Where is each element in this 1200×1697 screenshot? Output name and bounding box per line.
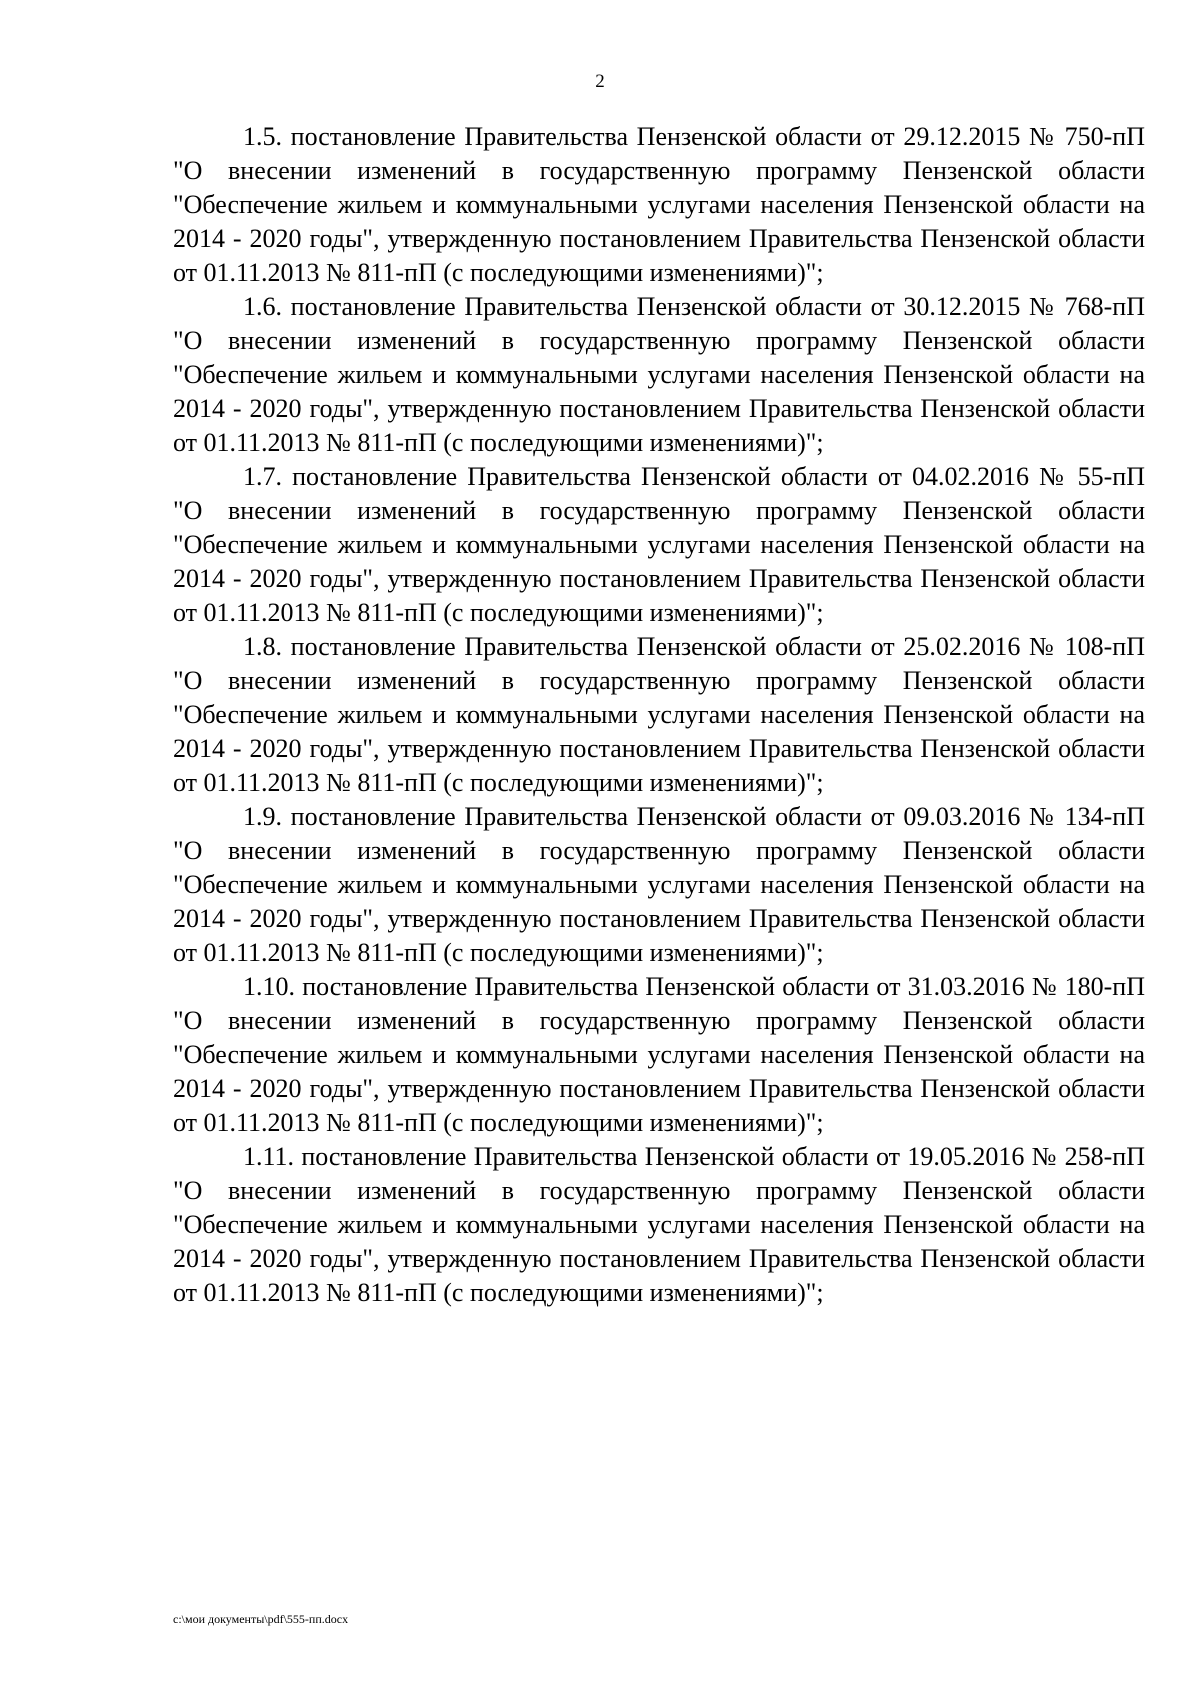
list-item: 1.8. постановление Правительства Пензенской области от 25.02.2016 № 108-пП "О внесении изменений в государственную программу Пензенской области "Обеспечение жильем и коммунальными услугами населения Пензенской области на 2014 - 2020 годы", утвержденную постановлением Правительства Пензенской области от 01.11.2013 № 811-пП (с последующими изменениями)"; [173,632,1145,797]
document-body [173,120,1145,1310]
footer-file-path: c:\мои документы\pdf\555-пп.docx [173,1612,349,1626]
list-item: 1.10. постановление Правительства Пензенской области от 31.03.2016 № 180-пП "О внесении изменений в государственную программу Пензенской области "Обеспечение жильем и коммунальными услугами населения Пензенской области на 2014 - 2020 годы", утвержденную постановлением Правительства Пензенской области от 01.11.2013 № 811-пП (с последующими изменениями)"; [173,972,1145,1137]
list-item: 1.11. постановление Правительства Пензенской области от 19.05.2016 № 258-пП "О внесении изменений в государственную программу Пензенской области "Обеспечение жильем и коммунальными услугами населения Пензенской области на 2014 - 2020 годы", утвержденную постановлением Правительства Пензенской области от 01.11.2013 № 811-пП (с последующими изменениями)"; [173,1142,1145,1307]
list-item: 1.5. постановление Правительства Пензенской области от 29.12.2015 № 750-пП "О внесении изменений в государственную программу Пензенской области "Обеспечение жильем и коммунальными услугами населения Пензенской области на 2014 - 2020 годы", утвержденную постановлением Правительства Пензенской области от 01.11.2013 № 811-пП (с последующими изменениями)"; [173,122,1145,287]
list-item: 1.6. постановление Правительства Пензенской области от 30.12.2015 № 768-пП "О внесении изменений в государственную программу Пензенской области "Обеспечение жильем и коммунальными услугами населения Пензенской области на 2014 - 2020 годы", утвержденную постановлением Правительства Пензенской области от 01.11.2013 № 811-пП (с последующими изменениями)"; [173,292,1145,457]
page-number: 2 [595,71,605,92]
list-item: 1.7. постановление Правительства Пензенской области от 04.02.2016 № 55-пП "О внесении изменений в государственную программу Пензенской области "Обеспечение жильем и коммунальными услугами населения Пензенской области на 2014 - 2020 годы", утвержденную постановлением Правительства Пензенской области от 01.11.2013 № 811-пП (с последующими изменениями)"; [173,462,1145,627]
list-item: 1.9. постановление Правительства Пензенской области от 09.03.2016 № 134-пП "О внесении изменений в государственную программу Пензенской области "Обеспечение жильем и коммунальными услугами населения Пензенской области на 2014 - 2020 годы", утвержденную постановлением Правительства Пензенской области от 01.11.2013 № 811-пП (с последующими изменениями)"; [173,802,1145,967]
